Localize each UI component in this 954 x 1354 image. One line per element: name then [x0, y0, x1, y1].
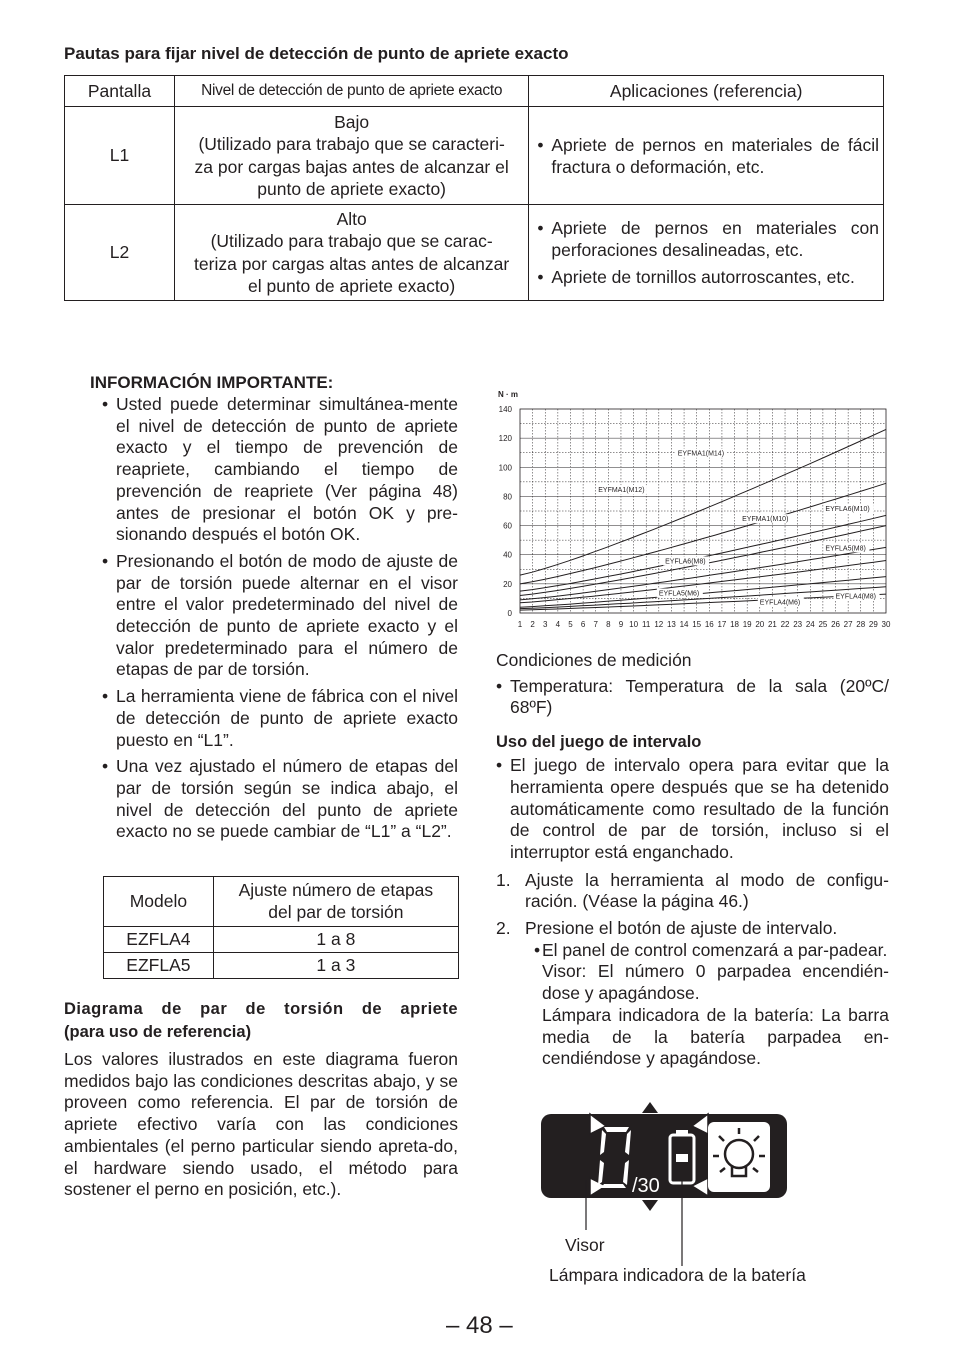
chart-xtick-label: 11	[642, 620, 651, 629]
interval-bullet: El juego de intervalo opera para evitar que la herramienta opere después que se ha detenido automáticamente como resultado de la función de control de par de torsión, incluso si el interruptor está enganchado.	[510, 755, 889, 862]
step-2-battery: Lámpara indicadora de la batería: La barra media de la batería parpadea en-cendiéndose y apagándose.	[542, 1004, 889, 1069]
step-2-sub-bullet: El panel de control comenzará a par-padear.	[542, 939, 888, 960]
row-level: Alto (Utilizado para trabajo que se carac- teriza por cargas altas antes de alcanzar el punto de apriete exacto)	[174, 205, 528, 301]
row-apps: • Apriete de pernos en materiales con perforaciones desalineadas, etc. • Apriete de tornillos autorroscantes, etc.	[529, 205, 884, 301]
chart-xtick-label: 28	[856, 620, 866, 629]
info-bullet: La herramienta viene de fábrica con el nivel de detección de punto de apriete exacto puesto en “L1”.	[116, 686, 458, 750]
chart-xtick-label: 5	[568, 620, 573, 629]
label-visor: Visor	[565, 1235, 605, 1255]
chart-ytick-label: 20	[503, 579, 512, 589]
chart-ytick-label: 100	[498, 463, 512, 473]
display-sub-label: /30	[632, 1175, 660, 1197]
page-number: – 48 –	[446, 1312, 513, 1339]
info-bullet: Usted puede determinar simultánea-mente el nivel de detección de punto de apriete exacto y el tiempo de prevención de reapriete, cambiando el tiempo de prevención de reapriete (Ver página 48) antes de presionar el botón OK y pre-sionando después el botón OK.	[116, 394, 458, 545]
chart-series-line	[520, 483, 886, 584]
diagram-title-line: Diagrama de par de torsión de apriete	[64, 1000, 458, 1018]
step-1: Ajuste la herramienta al modo de configu-ración. (Véase la página 46.)	[525, 869, 889, 912]
chart-xtick-label: 13	[666, 620, 676, 629]
chart-xtick-label: 9	[618, 620, 624, 629]
chart-ytick-label: 0	[507, 609, 512, 618]
header-pantalla: Pantalla	[65, 76, 175, 107]
header-modelo: Modelo	[104, 877, 214, 927]
chart-series-label: EYFLA5(M6)	[658, 590, 700, 598]
chart-xtick-label: 15	[692, 620, 702, 629]
chart-xtick-label: 16	[704, 620, 714, 629]
step-2-visor: Visor: El número 0 parpadea encendién-dose y apagándose.	[542, 961, 889, 1004]
diagram-body: Los valores ilustrados en este diagrama fueron medidos bajo las condiciones descritas abajo, y se proveen como referencia. El par de torsión de apriete efectivo varía con las condiciones ambientales (el perno particular siendo apreta-do, el hardware siendo usado, el método para sostener el perno en posición, etc.).	[64, 1049, 458, 1200]
chart-xtick-label: 23	[793, 620, 803, 629]
row-apps: • Apriete de pernos en materiales de fácil fractura o deformación, etc.	[529, 107, 884, 205]
row-level: Bajo (Utilizado para trabajo que se caracteri- za por cargas bajas antes de alcanzar el punto de apriete exacto)	[174, 107, 528, 205]
chart-xtick-label: 12	[654, 620, 664, 629]
chart-series-label: EYFLA6(M8)	[665, 558, 706, 566]
chart-xtick-label: 6	[580, 620, 586, 629]
chart-xtick-label: 18	[730, 620, 740, 629]
chart-xtick-label: 14	[679, 620, 689, 629]
chart-series-line	[520, 547, 886, 600]
chart-xtick-label: 22	[780, 620, 790, 629]
chart-xtick-label: 26	[831, 620, 840, 629]
chart-series-line	[520, 515, 886, 591]
chart-ytick-label: 60	[503, 521, 512, 531]
chart-xtick-label: 29	[868, 620, 878, 629]
conditions-title: Condiciones de medición	[496, 650, 692, 670]
chart-series-label: EYFMA1(M12)	[598, 487, 645, 495]
header-aplicaciones: Aplicaciones (referencia)	[529, 76, 884, 107]
chart-xtick-label: 20	[755, 620, 765, 629]
chart-series-line	[520, 594, 886, 610]
chart-series-label: EYFLA4(M8)	[835, 593, 876, 601]
model-name: EZFLA4	[104, 927, 214, 953]
row-code: L2	[65, 205, 175, 301]
chart-series-label: EYFLA4(M6)	[759, 599, 801, 607]
chart-xtick-label: 19	[742, 620, 752, 629]
battery-icon	[670, 1130, 694, 1183]
info-bullet: Una vez ajustado el número de etapas del par de torsión según se indica abajo, el nivel de detección del punto de apriete exacto no se puede cambiar de “L1” a “L2”.	[116, 756, 458, 842]
row-code: L1	[65, 107, 175, 205]
chart-yticks	[499, 405, 513, 618]
chart-series-label: EYFMA1(M10)	[742, 516, 789, 524]
conditions-bullet: Temperatura: Temperatura de la sala (20ºC/ 68ºF)	[510, 675, 889, 718]
chart-xtick-label: 3	[543, 620, 548, 629]
chart-xtick-label: 7	[593, 620, 598, 629]
important-info: INFORMACIÓN IMPORTANTE: • Usted puede determinar simultánea-mente el nivel de detección de punto de apriete exacto y el tiempo de prevención de reapriete, cambiando el tiempo de prevención de reapriete (Ver página 48) antes de presionar el botón OK y pre-sionando después el botón OK. • Presionando el botón de modo de ajuste de par de torsión puede alternar en el visor entre el valor predeterminado del nivel de detección de punto de apriete exacto y el valor predeterminado para el número de etapas de par de torsión. • La herramienta viene de fábrica con el nivel de detección de punto de apriete exacto puesto en “L1”. • Una vez ajustado el número de etapas del par de torsión según se indica abajo, el nivel de detección del punto de apriete exacto no se puede cambiar de “L1” a “L2”.	[90, 373, 458, 842]
chart-series-label: EYFLA5(M8)	[825, 545, 866, 553]
chart-ytick-label: 120	[498, 434, 512, 444]
arrow-down-icon	[642, 1200, 658, 1211]
right-column: Condiciones de medición • Temperatura: Temperatura de la sala (20ºC/ 68ºF) Uso del juego de intervalo • El juego de intervalo opera para evitar que la herramienta opere después que se ha detenido automáticamente como resultado de la función de control de par de torsión, incluso si el interruptor está enganchado. 1. Ajuste la herramienta al modo de configu-ración. (Véase la página 46.) 2. Presione el botón de ajuste de intervalo. • El panel de control comenzará a par-padear. Visor: El número 0 parpadea encendién-dose y apagándose. Lámpara indicadora de la batería: La barra media de la batería parpadea en-cendiéndose y apagándose.	[496, 650, 889, 1069]
chart-ytick-label: 80	[503, 492, 512, 502]
diagram-section	[64, 998, 458, 1201]
interval-title: Uso del juego de intervalo	[496, 733, 702, 752]
label-battery: Lámpara indicadora de la batería	[549, 1265, 806, 1285]
torque-chart	[494, 385, 894, 635]
chart-ylabel: N · m	[498, 390, 518, 399]
chart-xtick-label: 17	[717, 620, 727, 629]
chart-series-label: EYFMA1(M14)	[677, 450, 725, 458]
chart-xtick-label: 1	[517, 620, 523, 629]
chart-xtick-label: 24	[805, 620, 815, 629]
info-title: INFORMACIÓN IMPORTANTE:	[90, 373, 334, 392]
chart-ytick-label: 140	[498, 405, 512, 414]
chart-xtick-label: 2	[530, 620, 535, 629]
chart-ytick-label: 40	[503, 550, 512, 560]
chart-xtick-label: 27	[843, 620, 853, 629]
chart-xtick-label: 8	[606, 620, 611, 629]
model-range: 1 a 3	[213, 953, 458, 979]
info-bullet: Presionando el botón de modo de ajuste de par de torsión puede alternar en el visor entre el valor predeterminado del nivel de detección de punto de apriete exacto y el valor predeterminado para el número de etapas de par de torsión.	[116, 550, 458, 680]
detection-level-table	[64, 75, 884, 301]
chart-xtick-label: 4	[555, 620, 561, 629]
chart-xtick-label: 30	[881, 620, 891, 629]
model-range: 1 a 8	[213, 927, 458, 953]
chart-series-label: EYFLA6(M10)	[825, 506, 870, 513]
chart-xticks	[518, 620, 891, 629]
chart-xtick-label: 10	[629, 620, 639, 629]
chart-xtick-label: 21	[767, 620, 777, 629]
control-panel-illustration	[538, 1100, 792, 1290]
step-2: Presione el botón de ajuste de intervalo.	[525, 918, 838, 939]
chart-xtick-label: 25	[818, 620, 828, 629]
header-nivel: Nivel de detección de punto de apriete exacto	[174, 76, 528, 107]
header-ajuste: Ajuste número de etapas del par de torsión	[213, 877, 458, 927]
diagram-title-line: (para uso de referencia)	[64, 1023, 252, 1041]
model-table	[103, 876, 459, 979]
arrow-up-icon	[642, 1102, 658, 1113]
section-heading: Pautas para fijar nivel de detección de punto de apriete exacto	[64, 44, 569, 63]
model-name: EZFLA5	[104, 953, 214, 979]
